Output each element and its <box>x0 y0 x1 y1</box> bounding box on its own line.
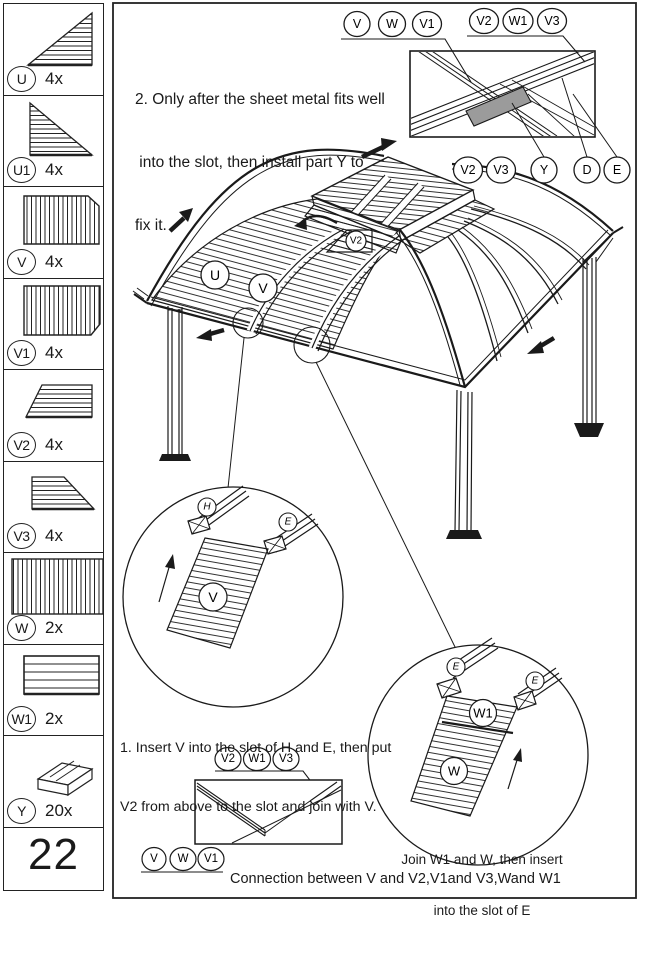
svg-text:W: W <box>177 853 189 865</box>
svg-text:W1: W1 <box>248 753 266 765</box>
callout-detail-w1 <box>470 700 497 727</box>
part-cell-v3 <box>4 462 103 554</box>
step2-line: into the slot, then install part Y to <box>135 154 364 171</box>
instruction-step-1 <box>120 700 391 856</box>
join-line: into the slot of E <box>433 903 531 918</box>
step2-line: 2. Only after the sheet metal fits well <box>135 91 385 108</box>
svg-text:E: E <box>612 163 622 177</box>
leader-to-left-detail <box>228 338 244 488</box>
join-line: Join W1 and W, then insert <box>401 852 563 867</box>
left-post <box>159 306 191 461</box>
parts-list <box>3 3 104 891</box>
bottom-caption: Connection between V and V2,V1and V3,Wand W1 <box>230 871 561 887</box>
front-post <box>446 390 482 539</box>
part-qty: 4x <box>45 526 63 545</box>
part-glyph-v3 <box>4 463 104 527</box>
part-glyph-v1 <box>4 280 104 344</box>
part-glyph-w1 <box>4 646 104 710</box>
callout-detail-h <box>198 498 216 516</box>
svg-text:D: D <box>582 163 592 177</box>
part-qty: 4x <box>45 251 63 271</box>
svg-text:V: V <box>258 280 268 296</box>
part-glyph-u <box>4 5 104 69</box>
instruction-step-2 <box>135 47 385 278</box>
part-badge: U <box>7 66 36 92</box>
callout-detail-e2 <box>526 672 544 690</box>
svg-text:W1: W1 <box>473 705 493 721</box>
callout-detail-e <box>279 513 297 531</box>
svg-text:U: U <box>209 267 221 283</box>
callout-roof-v <box>249 274 277 302</box>
part-cell-w1 <box>4 645 103 737</box>
left-detail-circle <box>123 486 343 707</box>
part-badge: V3 <box>7 523 36 549</box>
part-qty: 4x <box>45 68 63 88</box>
part-glyph-y <box>4 737 104 801</box>
part-cell-v <box>4 187 103 279</box>
svg-text:W: W <box>386 17 398 31</box>
part-cell-v1 <box>4 279 103 371</box>
svg-text:V: V <box>208 589 218 605</box>
step2-line: fix it. <box>135 217 167 234</box>
svg-text:V3: V3 <box>278 753 294 765</box>
part-badge: U1 <box>7 157 36 183</box>
callout-detail-v <box>199 583 227 611</box>
svg-text:V2: V2 <box>476 14 492 28</box>
svg-text:E: E <box>531 675 539 687</box>
part-badge: Y <box>7 798 36 824</box>
part-glyph-u1 <box>4 97 104 161</box>
part-badge: W1 <box>7 706 36 732</box>
callout-detail-e1 <box>447 658 465 676</box>
svg-text:H: H <box>203 501 211 513</box>
part-qty: 2x <box>45 709 63 728</box>
svg-text:V2: V2 <box>460 163 476 177</box>
part-badge: W <box>7 615 36 641</box>
svg-text:V1: V1 <box>203 853 219 865</box>
part-qty: 4x <box>45 434 63 454</box>
svg-text:V2: V2 <box>349 235 363 247</box>
step1-line: 1. Insert V into the slot of H and E, then put <box>120 740 392 756</box>
svg-text:E: E <box>452 661 460 673</box>
page-number: 22 <box>28 829 79 879</box>
callout-detail-w <box>441 758 468 785</box>
svg-text:Y: Y <box>539 163 549 177</box>
svg-text:E: E <box>284 516 292 528</box>
part-badge: V1 <box>7 340 36 366</box>
svg-text:V2: V2 <box>220 753 236 765</box>
svg-text:V3: V3 <box>493 163 509 177</box>
part-qty: 2x <box>45 617 63 637</box>
svg-text:V1: V1 <box>419 17 435 31</box>
part-cell-u <box>4 4 103 96</box>
svg-text:V3: V3 <box>544 14 560 28</box>
part-cell-u1 <box>4 96 103 188</box>
step1-line: V2 from above to the slot and join with V. <box>120 798 377 815</box>
part-glyph-w <box>4 554 104 618</box>
svg-text:W1: W1 <box>508 14 528 28</box>
part-qty: 4x <box>45 160 63 179</box>
part-cell-v2 <box>4 370 103 462</box>
inset-detail-box <box>404 43 601 140</box>
part-glyph-v <box>4 188 104 252</box>
part-cell-y <box>4 736 103 828</box>
svg-text:V: V <box>150 853 158 865</box>
svg-text:V: V <box>352 17 362 31</box>
part-badge: V2 <box>7 432 36 458</box>
part-qty: 20x <box>45 800 73 820</box>
svg-text:W: W <box>447 763 461 779</box>
part-cell-w <box>4 553 103 645</box>
part-badge: V <box>7 249 36 275</box>
part-glyph-v2 <box>4 371 104 435</box>
part-qty: 4x <box>45 343 63 362</box>
